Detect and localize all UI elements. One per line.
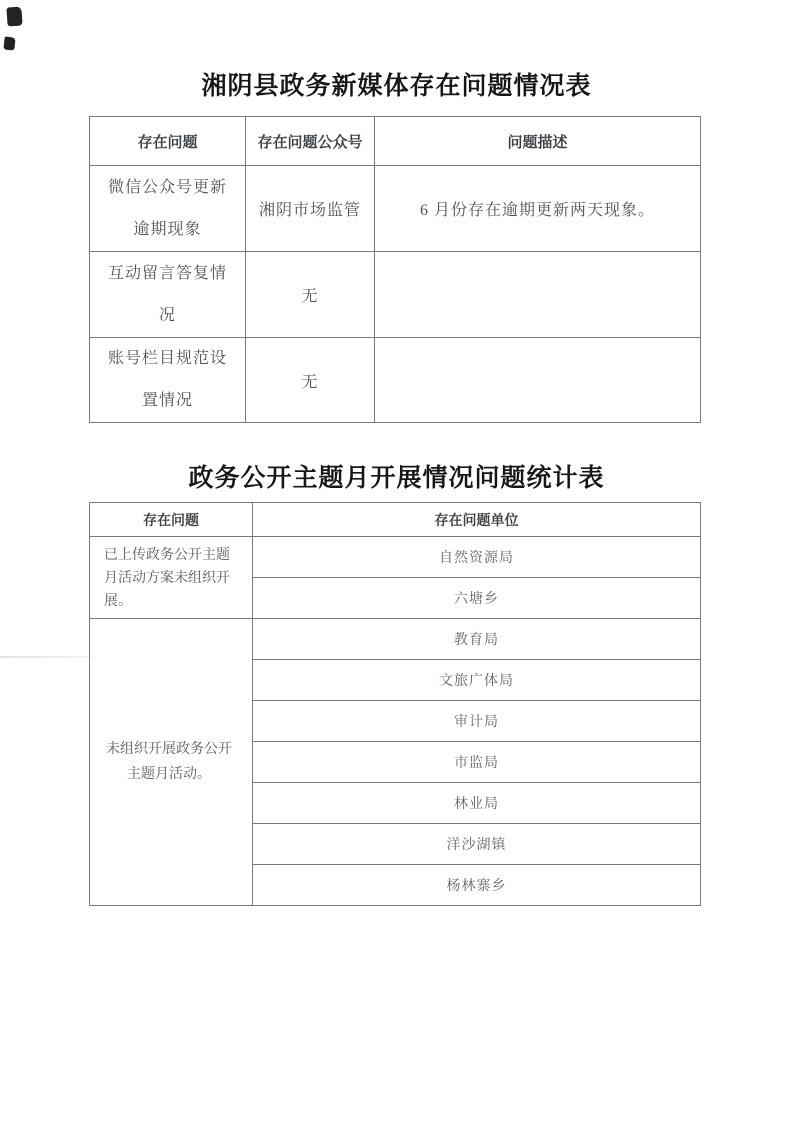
scan-streak — [0, 656, 92, 658]
table-row — [90, 537, 701, 578]
table2-group2-unit: 杨林寨乡 — [253, 865, 701, 906]
table2-group2-problem: 未组织开展政务公开主题月活动。 — [90, 619, 253, 906]
table-row — [90, 166, 701, 252]
table2-group2-unit: 文旅广体局 — [253, 660, 701, 701]
table1-row2-account: 无 — [246, 252, 375, 338]
table1-title: 湘阴县政务新媒体存在问题情况表 — [201, 73, 592, 100]
new-media-problems-table — [89, 116, 701, 423]
table2-group2-unit: 洋沙湖镇 — [253, 824, 701, 865]
table2-header-problem: 存在问题 — [90, 503, 253, 537]
table-row — [90, 338, 701, 423]
table1-row2-description — [375, 252, 701, 338]
table2-group2-unit: 审计局 — [253, 701, 701, 742]
table2-header-row — [90, 503, 701, 537]
table1-header-row — [90, 117, 701, 166]
table2-group2-unit: 教育局 — [253, 619, 701, 660]
table1-row3-problem: 账号栏目规范设置情况 — [90, 338, 246, 423]
table1-row3-account: 无 — [246, 338, 375, 423]
table1-row1-problem: 微信公众号更新逾期现象 — [90, 166, 246, 252]
table2-group1-unit: 六塘乡 — [253, 578, 701, 619]
table2-header-unit: 存在问题单位 — [253, 503, 701, 537]
table-row — [90, 619, 701, 660]
table-row — [90, 252, 701, 338]
table1-header-account: 存在问题公众号 — [246, 117, 375, 166]
table1-header-description: 问题描述 — [375, 117, 701, 166]
table2-group1-unit: 自然资源局 — [253, 537, 701, 578]
table2-group2-unit: 市监局 — [253, 742, 701, 783]
table2-group2-unit: 林业局 — [253, 783, 701, 824]
scan-artifact-icon — [3, 36, 15, 50]
table2-title: 政务公开主题月开展情况问题统计表 — [188, 465, 605, 492]
scan-artifact-icon — [6, 6, 22, 26]
table1-header-problem: 存在问题 — [90, 117, 246, 166]
table1-row1-description: 6 月份存在逾期更新两天现象。 — [375, 166, 701, 252]
table1-row1-account: 湘阴市场监管 — [246, 166, 375, 252]
table1-row2-problem: 互动留言答复情况 — [90, 252, 246, 338]
table2-group1-problem: 已上传政务公开主题月活动方案未组织开展。 — [90, 537, 253, 619]
theme-month-statistics-table — [89, 502, 701, 906]
table1-row3-description — [375, 338, 701, 423]
